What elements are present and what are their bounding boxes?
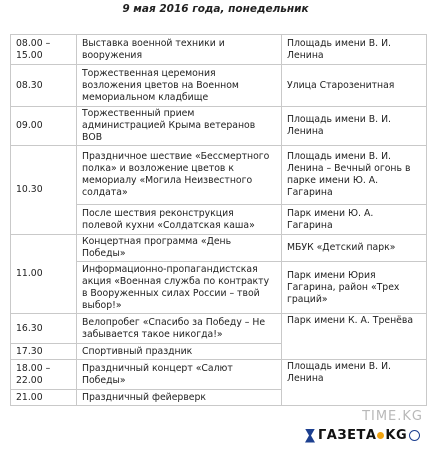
logo-icon xyxy=(305,429,315,443)
globe-icon xyxy=(409,430,420,441)
table-row xyxy=(11,235,427,262)
time-cell: 16.30 xyxy=(11,314,77,344)
event-cell: Выставка военной техники и вооружения xyxy=(77,35,282,65)
place-cell: Парк имени К. А. Тренёва xyxy=(282,314,427,360)
schedule-table xyxy=(10,34,427,406)
table-row xyxy=(11,314,427,344)
dot-icon xyxy=(377,432,384,439)
table-row xyxy=(11,35,427,65)
time-cell: 21.00 xyxy=(11,390,77,406)
page-title: 9 мая 2016 года, понедельник xyxy=(122,3,309,15)
time-cell: 17.30 xyxy=(11,344,77,360)
event-cell: Праздничное шествие «Бессмертного полка» и возложение цветов к мемориалу «Могила Неизвестного солдата» xyxy=(77,146,282,205)
watermark-time-kg: TIME.KG xyxy=(362,409,423,424)
event-cell: После шествия реконструкция полевой кухни «Солдатская каша» xyxy=(77,205,282,235)
event-cell: Праздничный фейерверк xyxy=(77,390,282,406)
table-row xyxy=(11,107,427,146)
event-cell: Информационно-пропагандистская акция «Военная служба по контракту в Вооруженных силах России – твой выбор!» xyxy=(77,262,282,314)
time-cell: 10.30 xyxy=(11,146,77,235)
place-cell: Площадь имени В. И. Ленина xyxy=(282,107,427,146)
time-cell: 08.00 – 15.00 xyxy=(11,35,77,65)
place-cell: Площадь имени В. И. Ленина xyxy=(282,35,427,65)
table-row xyxy=(11,146,427,205)
event-cell: Спортивный праздник xyxy=(77,344,282,360)
time-cell: 11.00 xyxy=(11,235,77,314)
event-cell: Торжественная церемония возложения цветов на Военном мемориальном кладбище xyxy=(77,65,282,107)
event-cell: Концертная программа «День Победы» xyxy=(77,235,282,262)
event-cell: Торжественный прием администрацией Крыма ветеранов ВОВ xyxy=(77,107,282,146)
watermark-gazeta-kg xyxy=(305,428,420,443)
place-cell: Площадь имени В. И. Ленина – Вечный огонь в парке имени Ю. А. Гагарина xyxy=(282,146,427,205)
time-cell: 09.00 xyxy=(11,107,77,146)
watermark-left: ГАЗЕТА xyxy=(318,428,377,443)
event-cell: Велопробег «Спасибо за Победу – Не забывается такое никогда!» xyxy=(77,314,282,344)
time-cell: 18.00 – 22.00 xyxy=(11,360,77,390)
place-cell: МБУК «Детский парк» xyxy=(282,235,427,262)
watermark-right: KG xyxy=(385,428,408,443)
table-row xyxy=(11,65,427,107)
table-row xyxy=(11,360,427,390)
place-cell: Площадь имени В. И. Ленина xyxy=(282,360,427,406)
place-cell: Улица Старозенитная xyxy=(282,65,427,107)
place-cell: Парк имени Юрия Гагарина, район «Трех граций» xyxy=(282,262,427,314)
time-cell: 08.30 xyxy=(11,65,77,107)
event-cell: Праздничный концерт «Салют Победы» xyxy=(77,360,282,390)
place-cell: Парк имени Ю. А. Гагарина xyxy=(282,205,427,235)
